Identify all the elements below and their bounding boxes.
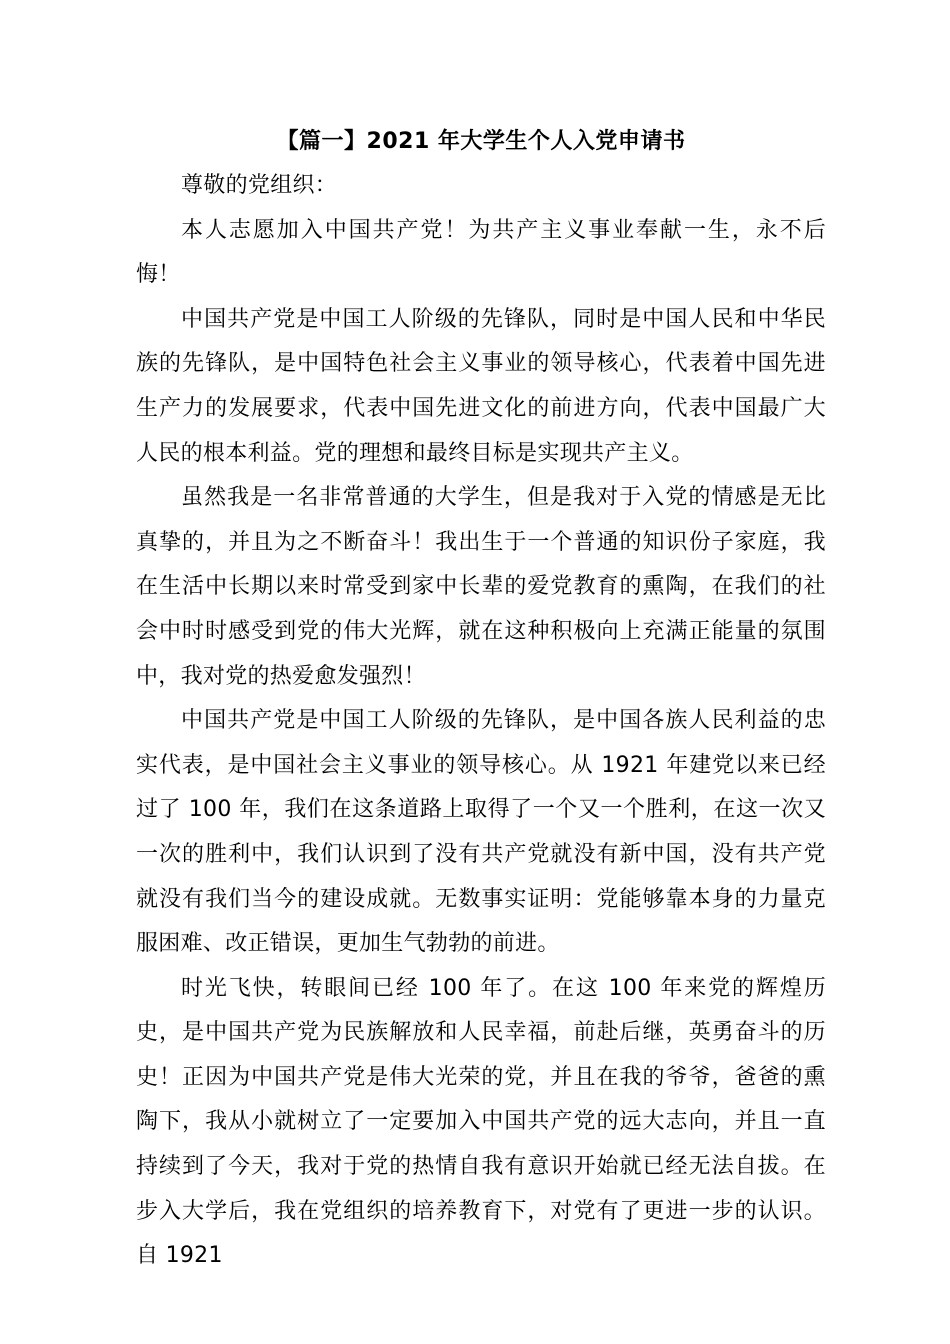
paragraph-pledge: 本人志愿加入中国共产党！为共产主义事业奉献一生，永不后悔！: [136, 217, 826, 288]
paragraph-party-history: 中国共产党是中国工人阶级的先锋队，是中国各族人民利益的忠实代表，是中国社会主义事业的领导核心。从 1921 年建党以来已经过了 100 年，我们在这条道路上取得了一个又一个胜利，在这一次又一次的胜利中，我们认识到了没有共产党就没有新中国，没有共产党就没有我们当今的建设成就。无数事实证明：党能够靠本身的力量克服困难、改正错误，更加生气勃勃的前进。: [136, 708, 826, 957]
document-body: [136, 164, 826, 1279]
paragraph-party-definition: 中国共产党是中国工人阶级的先锋队，同时是中国人民和中华民族的先锋队，是中国特色社会主义事业的领导核心，代表着中国先进生产力的发展要求，代表中国先进文化的前进方向，代表中国最广大人民的根本利益。党的理想和最终目标是实现共产主义。: [136, 306, 826, 466]
document-title: 【篇一】2021 年大学生个人入党申请书: [276, 129, 686, 154]
salutation: 尊敬的党组织：: [181, 173, 338, 198]
paragraph-aspiration: 时光飞快，转眼间已经 100 年了。在这 100 年来党的辉煌历史，是中国共产党为民族解放和人民幸福，前赴后继，英勇奋斗的历史！正因为中国共产党是伟大光荣的党，并且在我的爷爷，爸爸的熏陶下，我从小就树立了一定要加入中国共产党的远大志向，并且一直持续到了今天，我对于党的热情自我有意识开始就已经无法自拔。在步入大学后，我在党组织的培养教育下，对党有了更进一步的认识。自 1921: [136, 975, 826, 1269]
paragraph-personal-background: 虽然我是一名非常普通的大学生，但是我对于入党的情感是无比真挚的，并且为之不断奋斗！我出生于一个普通的知识份子家庭，我在生活中长期以来时常受到家中长辈的爱党教育的熏陶，在我们的社会中时时感受到党的伟大光辉，就在这种积极向上充满正能量的氛围中，我对党的热爱愈发强烈！: [136, 485, 826, 689]
